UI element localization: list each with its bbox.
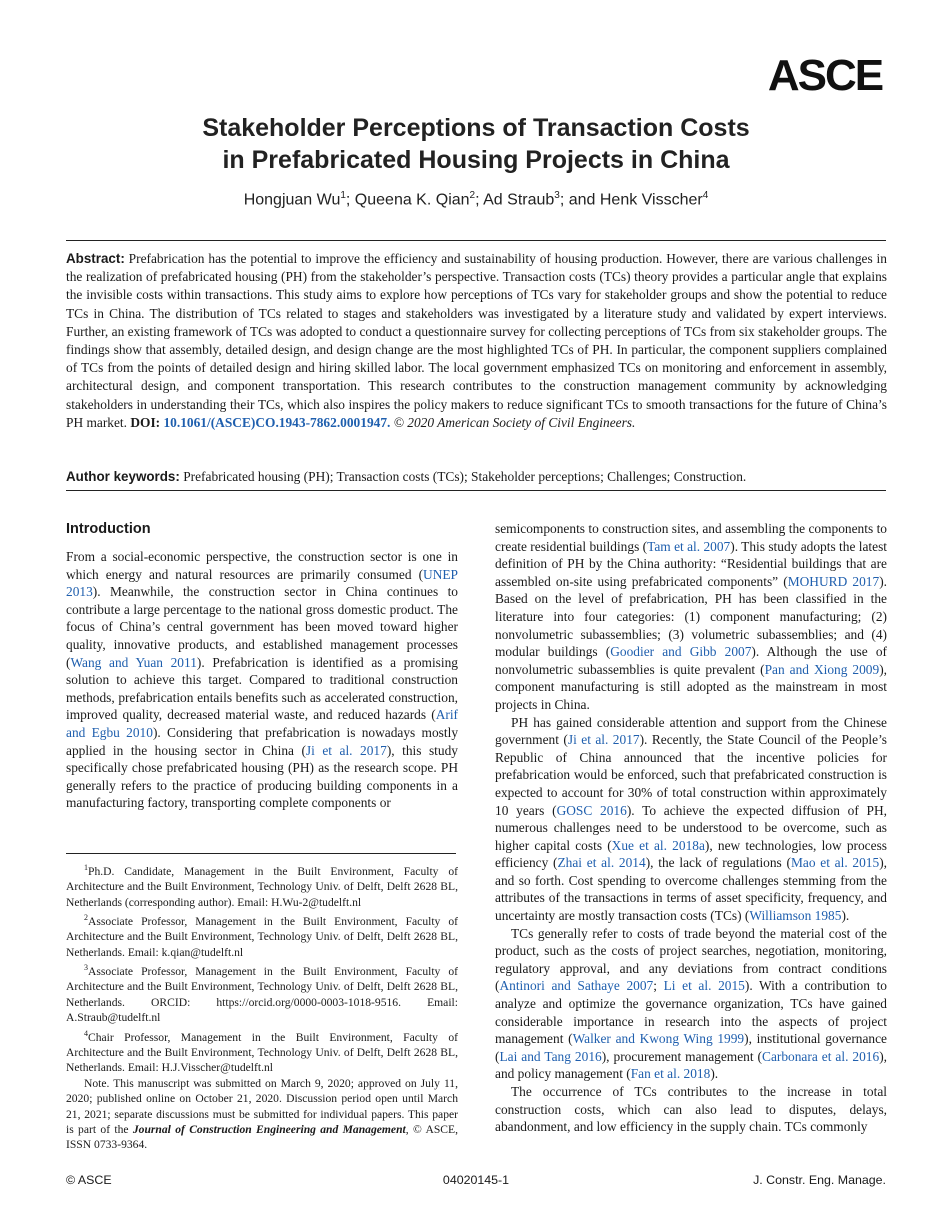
doi-label: DOI: bbox=[130, 414, 161, 430]
author-affiliation-mark: 1 bbox=[340, 190, 346, 201]
author-separator: ; bbox=[475, 191, 484, 209]
citation-link[interactable]: Li et al. 2015 bbox=[663, 978, 745, 994]
paper-title bbox=[60, 112, 892, 176]
citation-link[interactable]: MOHURD 2017 bbox=[787, 573, 880, 589]
citation-link[interactable]: Goodier and Gibb 2007 bbox=[610, 644, 752, 660]
footnote-text: Associate Professor, Management in the Built Environment, Faculty of Architecture and the Built Environment, Technology Univ. of Delft, Delft 2628 BL, Netherlands. ORCID: https://orcid.org/0000-0003-1018-9516. Email: A.Straub@tudelft.nl bbox=[66, 965, 458, 1025]
citation-link[interactable]: UNEP 2013 bbox=[66, 566, 458, 600]
footnote-number: 2 bbox=[84, 913, 88, 923]
intro-paragraph-4: TCs generally refer to costs of trade beyond the material cost of the product, such as the costs of project searches, negotiation, monitoring, regulatory approval, and any deviations from contract conditions (Antinori and Sathaye 2007; Li et al. 2015). With a contribution to analyze and optimize the governance organization, TCs have gained considerable importance in research into the aspects of project management (Walker and Kwong Wing 1999), institutional governance (Lai and Tang 2016), procurement management (Carbonara et al. 2016), and policy management (Fan et al. 2018). bbox=[495, 925, 888, 1082]
footnote-affiliation bbox=[66, 910, 458, 960]
citation-link[interactable]: Arif and Egbu 2010 bbox=[66, 707, 458, 740]
journal-abbrev: J. Constr. Eng. Manage. bbox=[753, 1173, 886, 1187]
author-affiliation-mark: 4 bbox=[702, 190, 709, 201]
journal-name: Journal of Construction Engineering and Management bbox=[132, 1122, 406, 1136]
footnote-number: 1 bbox=[84, 863, 88, 872]
keywords bbox=[66, 468, 887, 486]
citation-link[interactable]: Ji et al. 2017 bbox=[305, 742, 387, 758]
keywords-text: Prefabricated housing (PH); Transaction costs (TCs); Stakeholder perceptions; Challenges; Construction. bbox=[183, 469, 747, 484]
citation-link[interactable]: Pan and Xiong 2009 bbox=[764, 661, 880, 677]
citation-link[interactable]: Antinori and Sathaye 2007 bbox=[499, 978, 654, 994]
footnote-affiliation bbox=[66, 1026, 458, 1076]
author-name: Hongjuan Wu bbox=[243, 191, 341, 209]
citation-link[interactable]: Mao et al. 2015 bbox=[790, 855, 880, 871]
footnote-number: 3 bbox=[84, 963, 88, 973]
citation-link[interactable]: Walker and Kwong Wing 1999 bbox=[572, 1031, 745, 1047]
footnotes bbox=[66, 860, 458, 1153]
asce-logo-text: ASCE bbox=[767, 55, 883, 95]
left-column bbox=[66, 520, 458, 812]
section-heading: Introduction bbox=[66, 521, 151, 537]
title-line-1: Stakeholder Perceptions of Transaction Costs bbox=[202, 114, 750, 142]
keywords-label: Author keywords: bbox=[66, 469, 180, 484]
citation-link[interactable]: Ji et al. 2017 bbox=[567, 732, 640, 748]
intro-paragraph-2: semicomponents to construction sites, and assembling the components to create residential buildings (Tam et al. 2007). This study adopts the latest definition of PH by the China authority: “Residential buildings that are assembled on-site using prefabricated components” (MOHURD 2017). Based on the level of prefabrication, PH has been classified in the literature into four categories: (1) component manufacturing; (2) nonvolumetric subassemblies; (3) volumetric subassemblies; and (4) modular buildings (Goodier and Gibb 2007). Although the use of nonvolumetric subassemblies is quite prevalent (Pan and Xiong 2009), component manufacturing is still adopted as the mainstream in most projects in China. bbox=[495, 521, 887, 712]
right-column bbox=[495, 520, 887, 1136]
doi-link[interactable]: 10.1061/(ASCE)CO.1943-7862.0001947. bbox=[163, 414, 391, 430]
footnote-affiliation bbox=[66, 860, 458, 910]
citation-link[interactable]: Fan et al. 2018 bbox=[630, 1066, 711, 1082]
author-affiliation-mark: 3 bbox=[554, 190, 560, 201]
author-name: Queena K. Qian bbox=[354, 191, 470, 209]
footnote-affiliation bbox=[66, 960, 458, 1025]
citation-link[interactable]: Wang and Yuan 2011 bbox=[70, 654, 197, 670]
author-list bbox=[60, 190, 892, 209]
footnote-rule bbox=[66, 853, 456, 854]
title-line-2: in Prefabricated Housing Projects in China bbox=[222, 146, 730, 174]
manuscript-note: Note. This manuscript was submitted on March 9, 2020; approved on July 11, 2020; published online on October 21, 2020. Discussion period open until March 21, 2021; separate discussions must be submitted for individual papers. This paper is part of the Journal of Construction Engineering and Management, © ASCE, ISSN 0733-9364. bbox=[66, 1076, 458, 1152]
abstract-bottom-rule bbox=[66, 490, 886, 491]
abstract bbox=[66, 250, 887, 432]
abstract-text: Prefabrication has the potential to improve the efficiency and sustainability of housing production. However, there are various challenges in the realization of prefabricated housing (PH) from the stakeholder’s perspective. Transaction costs (TCs) theory provides a particular angle that explains the invisible costs within transactions. This study aims to explore how perceptions of TCs vary for stakeholder groups and show the potential to reduce TCs in China. The distribution of TCs related to stages and stakeholders was investigated by a literature study and validated by expert interviews. Further, an existing framework of TCs was adopted to conduct a questionnaire survey for collecting perceptions of TCs from six stakeholder groups. The findings show that assembly, detailed design, and design change are the most highlighted TCs of PH. In particular, the component suppliers complained of TCs from the points of detailed design and hiring skilled labor. The local government emphasized TCs on monitoring and enforcement in assembly, architectural design, and component transportation. This research contributes to the construction management community by acknowledging stakeholders in understanding their TCs, which also inspires the policy makers to reduce significant TCs to smooth transactions for the future of China’s PH market. bbox=[66, 251, 887, 430]
author-separator: ; bbox=[345, 191, 355, 209]
citation-link[interactable]: Lai and Tang 2016 bbox=[499, 1048, 602, 1064]
citation-link[interactable]: Tam et al. 2007 bbox=[647, 538, 731, 554]
footnote-number: 4 bbox=[84, 1028, 88, 1038]
author-separator: ; and bbox=[559, 191, 600, 209]
intro-paragraph-1: From a social-economic perspective, the construction sector is one in which energy and natural resources are primarily consumed (UNEP 2013). Meanwhile, the construction sector in China continues to contribute a large percentage to the national gross domestic product. The focus of China’s central government has been moved toward higher quality, innovative products, and established management processes (Wang and Yuan 2011). Prefabrication is identified as a promising solution to achieve this target. Compared to traditional construction methods, prefabrication entails benefits such as accelerated construction, improved quality, decreased material waste, and reduced hazards (Arif and Egbu 2010). Considering that prefabrication is nowadays mostly applied in the housing sector in China (Ji et al. 2017), this study specifically chose prefabricated housing (PH) as the research scope. PH generally refers to the practice of producing building components in a manufacturing factory, transporting complete components or bbox=[66, 549, 459, 811]
intro-paragraph-3: PH has gained considerable attention and support from the Chinese government (Ji et al. 2017). Recently, the State Council of the People’s Republic of China announced that the incentive policies for prefabrication would be enforced, such that prefabricated construction is expected to account for 30% of total construction within approximately 10 years (GOSC 2016). To achieve the expected diffusion of PH, numerous challenges need to be understood to be overcome, such as higher capital costs (Xue et al. 2018a), new technologies, low process efficiency (Zhai et al. 2014), the lack of regulations (Mao et al. 2015), and so forth. Cost spending to overcome challenges stemming from the attributes of the transactions in terms of asset specificity, frequency, and uncertainty are mostly transaction costs (TCs) (Williamson 1985). bbox=[495, 714, 888, 924]
abstract-top-rule bbox=[66, 240, 886, 241]
footer-copyright: © ASCE bbox=[66, 1173, 112, 1187]
author-name: Ad Straub bbox=[483, 191, 555, 209]
abstract-label: Abstract: bbox=[66, 251, 125, 266]
citation-link[interactable]: Williamson 1985 bbox=[749, 908, 842, 924]
footnote-text: Chair Professor, Management in the Built Environment, Faculty of Architecture and the Built Environment, Technology Univ. of Delft, Delft 2628 BL, Netherlands. Email: H.J.Visscher@tudelft.nl bbox=[66, 1030, 458, 1075]
footnote-text: Ph.D. Candidate, Management in the Built Environment, Faculty of Architecture and the Built Environment, Technology Univ. of Delft, Delft 2628 BL, Netherlands (corresponding author). Email: H.Wu-2@tudelft.nl bbox=[66, 864, 458, 909]
citation-link[interactable]: Xue et al. 2018a bbox=[611, 837, 705, 853]
author-name: Henk Visscher bbox=[599, 191, 703, 209]
asce-logo bbox=[763, 55, 887, 95]
copyright: © 2020 American Society of Civil Engineers. bbox=[393, 414, 636, 430]
footnote-text: Associate Professor, Management in the Built Environment, Faculty of Architecture and the Built Environment, Technology Univ. of Delft, Delft 2628 BL, Netherlands. Email: k.qian@tudelft.nl bbox=[66, 914, 458, 959]
citation-link[interactable]: Zhai et al. 2014 bbox=[557, 855, 646, 871]
intro-paragraph-5: The occurrence of TCs contributes to the increase in total construction costs, which can also lead to disputes, delays, abandonment, and low efficiency in the supply chain. TCs commonly bbox=[495, 1084, 887, 1135]
citation-link[interactable]: Carbonara et al. 2016 bbox=[762, 1048, 880, 1064]
author-affiliation-mark: 2 bbox=[469, 190, 476, 201]
citation-link[interactable]: GOSC 2016 bbox=[556, 802, 627, 818]
page-number: 04020145-1 bbox=[442, 1173, 510, 1187]
